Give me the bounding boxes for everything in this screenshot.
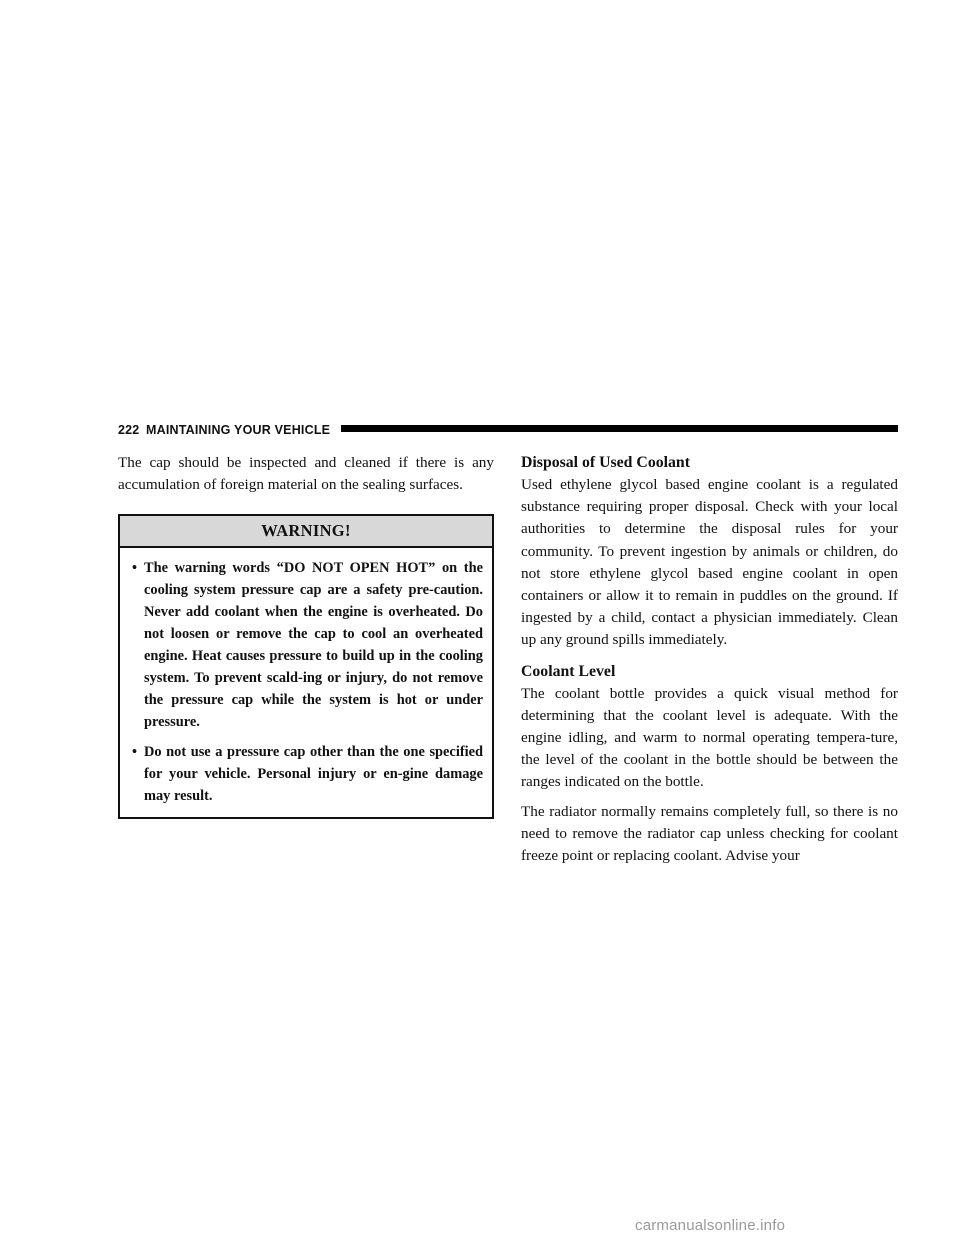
warning-title: WARNING!	[120, 516, 492, 548]
disposal-paragraph: Used ethylene glycol based engine coolant is a regulated substance requiring proper disposal. Check with your local authorities to determine the disposal rules for your community. To prevent ingestion by animals or children, do not store ethylene glycol based engine coolant in open containers or allow it to remain in puddles on the ground. If ingested by a child, contact a physician immediately. Clean up any ground spills immediately.	[521, 476, 898, 649]
cap-inspection-paragraph: The cap should be inspected and cleaned if there is any accumulation of foreign material on the sealing surfaces.	[118, 454, 494, 494]
bullet-icon: •	[132, 560, 138, 577]
section-title: MAINTAINING YOUR VEHICLE	[146, 423, 331, 437]
warning-item-text: The warning words “DO NOT OPEN HOT” on the cooling system pressure cap are a safety pre-caution. Never add coolant when the engine is overheated. Do not loosen or remove the cap to cool an overheated engine. Heat causes pressure to build up in the cooling system. To prevent scald-ing or injury, do not remove the pressure cap while the system is hot or under pressure.	[144, 560, 483, 731]
warning-item-text: Do not use a pressure cap other than the one specified for your vehicle. Personal injury or en-gine damage may result.	[144, 744, 483, 805]
warning-item	[132, 557, 483, 733]
coolant-level-paragraph: The coolant bottle provides a quick visual method for determining that the coolant level is adequate. With the engine idling, and warm to normal operating tempera-ture, the level of the coolant in the bottle should be between the ranges indicated on the bottle.	[521, 684, 898, 791]
warning-item	[132, 741, 483, 807]
bullet-icon: •	[132, 744, 138, 761]
warning-body	[120, 548, 492, 817]
coolant-level-heading: Coolant Level	[521, 662, 616, 680]
page-number: 222	[118, 423, 140, 437]
header-rule	[341, 425, 898, 432]
left-column	[118, 452, 494, 819]
right-column	[521, 452, 898, 867]
disposal-heading: Disposal of Used Coolant	[521, 454, 690, 471]
warning-box	[118, 514, 494, 819]
watermark: carmanualsonline.info	[635, 1217, 786, 1234]
radiator-paragraph: The radiator normally remains completely full, so there is no need to remove the radiator cap unless checking for coolant freeze point or replacing coolant. Advise your	[521, 802, 898, 865]
page-header	[118, 419, 898, 441]
